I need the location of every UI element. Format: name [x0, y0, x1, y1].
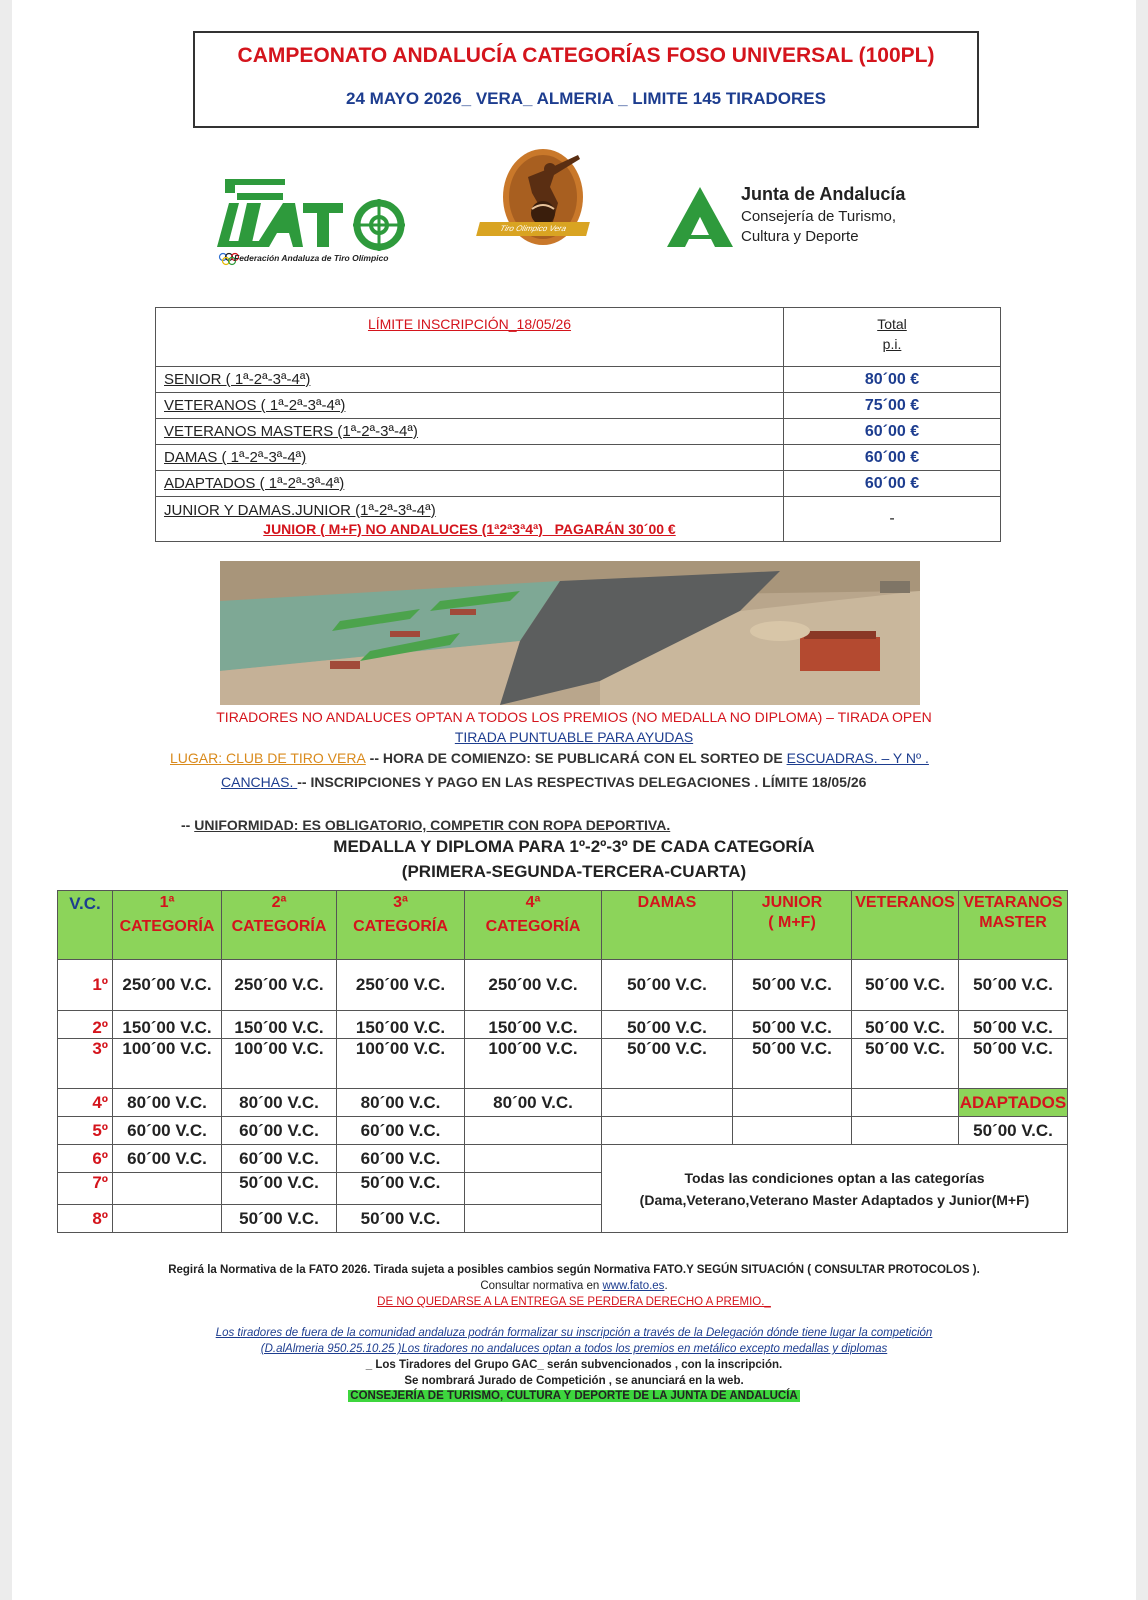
junta-dept-line2: Cultura y Deporte — [741, 228, 859, 245]
lugar-label: LUGAR: CLUB DE TIRO VERA — [170, 750, 366, 766]
prize-cell: 80´00 V.C. — [222, 1089, 337, 1117]
prize-cell: 80´00 V.C. — [465, 1089, 602, 1117]
fee-amount: 60´00 € — [784, 445, 1001, 471]
fee-label: SENIOR ( 1ª-2ª-3ª-4ª) — [164, 371, 311, 388]
consejeria-highlight: CONSEJERÍA DE TURISMO, CULTURA Y DEPORTE DE LA JUNTA DE ANDALUCÍA — [350, 1390, 798, 1402]
header-veteranos-master — [959, 891, 1068, 960]
fee-row — [156, 445, 1001, 471]
prize-row — [58, 1089, 1068, 1117]
fee-label: VETERANOS MASTERS (1ª-2ª-3ª-4ª) — [164, 423, 418, 440]
header-l1: 2ª — [271, 894, 287, 911]
prize-position: 1º — [58, 960, 113, 1011]
escuadras-text: ESCUADRAS. – Y Nº . — [786, 750, 929, 766]
prize-cell: 50´00 V.C. — [733, 1011, 852, 1039]
adaptados-label: ADAPTADOS — [959, 1089, 1068, 1117]
fees-header-right — [784, 308, 1001, 367]
header-l1: 3ª — [393, 894, 408, 911]
prize-cell — [733, 1089, 852, 1117]
prize-cell: 50´00 V.C. — [222, 1173, 337, 1205]
info-canchas-line — [221, 774, 866, 790]
prize-cell: 250´00 V.C. — [337, 960, 465, 1011]
uniform-prefix: -- — [181, 817, 195, 833]
fees-table — [155, 307, 1001, 542]
header-l1: 4ª — [525, 894, 541, 911]
prize-cell — [465, 1117, 602, 1145]
fee-row — [156, 393, 1001, 419]
fato-link[interactable]: www.fato.es — [602, 1280, 665, 1292]
footer-consejeria — [12, 1390, 1136, 1402]
pi-label: p.i. — [882, 336, 902, 352]
prize-position: 4º — [58, 1089, 113, 1117]
footer-consultar — [12, 1280, 1136, 1292]
header-veteranos — [852, 891, 959, 960]
prize-position: 3º — [58, 1039, 113, 1089]
prize-cell: 150´00 V.C. — [222, 1011, 337, 1039]
junior-label: JUNIOR Y DAMAS.JUNIOR (1ª-2ª-3ª-4ª) — [164, 501, 436, 519]
prize-cell: 50´00 V.C. — [602, 960, 733, 1011]
prize-cell: 80´00 V.C. — [337, 1089, 465, 1117]
header-l1: VETARANOS — [963, 894, 1063, 911]
fee-label: ADAPTADOS ( 1ª-2ª-3ª-4ª) — [164, 475, 345, 492]
fee-label: DAMAS ( 1ª-2ª-3ª-4ª) — [164, 449, 307, 466]
shooting-range-photo — [220, 561, 920, 705]
prize-position: 6º — [58, 1145, 113, 1173]
prize-cell: 50´00 V.C. — [852, 1011, 959, 1039]
fee-label-cell — [156, 367, 784, 393]
prize-cell — [465, 1205, 602, 1233]
fee-label-cell — [156, 497, 784, 542]
prize-cell — [465, 1173, 602, 1205]
prize-cell: 50´00 V.C. — [337, 1173, 465, 1205]
conditions-note-line2: (Dama,Veterano,Veterano Master Adaptados y Junior(M+F) — [639, 1191, 1030, 1208]
prize-cell — [602, 1117, 733, 1145]
prize-cell: 60´00 V.C. — [222, 1145, 337, 1173]
fee-label-cell — [156, 393, 784, 419]
hora-text: -- HORA DE COMIENZO: SE PUBLICARÁ CON EL SORTEO DE — [365, 750, 787, 766]
fee-amount: 75´00 € — [784, 393, 1001, 419]
prize-cell: 250´00 V.C. — [222, 960, 337, 1011]
conditions-note-line1: Todas las condiciones optan a las categorías — [684, 1169, 985, 1186]
junta-andalucia-logo — [665, 185, 735, 250]
fee-amount: - — [784, 497, 1001, 542]
header-l2: MASTER — [979, 914, 1047, 931]
prize-cell: 250´00 V.C. — [465, 960, 602, 1011]
header-l2: CATEGORÍA — [353, 918, 448, 935]
fees-header-row — [156, 308, 1001, 367]
prize-cell: 60´00 V.C. — [113, 1145, 222, 1173]
prize-cell — [465, 1145, 602, 1173]
fee-amount: 80´00 € — [784, 367, 1001, 393]
inscription-deadline: LÍMITE INSCRIPCIÓN_18/05/26 — [367, 316, 572, 332]
footer-delegacion: (D.alAlmeria 950.25.10.25 )Los tiradores no andaluces optan a todos los premios en metálico excepto medallas y diplomas — [260, 1343, 888, 1355]
header-l1: DAMAS — [637, 894, 697, 911]
prize-cell: 50´00 V.C. — [959, 1117, 1068, 1145]
fee-label-cell — [156, 445, 784, 471]
info-lugar-line — [170, 750, 929, 766]
header-l1: 1ª — [159, 894, 175, 911]
prize-cell — [733, 1117, 852, 1145]
info-puntuable-line: TIRADA PUNTUABLE PARA AYUDAS — [454, 729, 694, 745]
medalla-line: MEDALLA Y DIPLOMA PARA 1º-2º-3º DE CADA CATEGORÍA — [333, 837, 815, 856]
prize-cell — [852, 1089, 959, 1117]
prize-cell: 50´00 V.C. — [852, 1039, 959, 1089]
header-l1: JUNIOR — [761, 894, 823, 911]
prize-row — [58, 1011, 1068, 1039]
prize-cell: 100´00 V.C. — [465, 1039, 602, 1089]
prize-cell: 250´00 V.C. — [113, 960, 222, 1011]
header-vc-label: V.C. — [69, 894, 101, 913]
footer-gac: _ Los Tiradores del Grupo GAC_ serán subvencionados , con la inscripción. — [365, 1359, 783, 1371]
prize-cell: 50´00 V.C. — [733, 1039, 852, 1089]
prize-cell: 100´00 V.C. — [113, 1039, 222, 1089]
prize-cell: 50´00 V.C. — [852, 960, 959, 1011]
junior-note: JUNIOR ( M+F) NO ANDALUCES (1ª2ª3ª4ª)_ PAGARÁN 30´00 € — [263, 520, 676, 537]
header-damas — [602, 891, 733, 960]
uniformidad-text: UNIFORMIDAD: ES OBLIGATORIO, COMPETIR CON ROPA DEPORTIVA. — [194, 817, 671, 833]
junta-name: Junta de Andalucía — [741, 184, 906, 204]
prize-cell: 100´00 V.C. — [337, 1039, 465, 1089]
prize-cell — [113, 1173, 222, 1205]
prize-cell: 60´00 V.C. — [222, 1117, 337, 1145]
footer-normativa: Regirá la Normativa de la FATO 2026. Tirada sujeta a posibles cambios según Normativa FATO.Y SEGÚN SITUACIÓN ( CONSULTAR PROTOCOLOS ). — [168, 1264, 980, 1276]
header-junior — [733, 891, 852, 960]
total-label: Total — [877, 316, 907, 332]
fee-amount: 60´00 € — [784, 419, 1001, 445]
prize-cell — [602, 1089, 733, 1117]
header-vc — [58, 891, 113, 960]
club-vera-caption: Tiro Olimpico Vera — [476, 222, 590, 236]
categorias-line: (PRIMERA-SEGUNDA-TERCERA-CUARTA) — [401, 862, 747, 881]
footer-fuera-comunidad: Los tiradores de fuera de la comunidad andaluza podrán formalizar su inscripción a través de la Delegación dónde tiene lugar la competición — [215, 1327, 933, 1339]
prize-cell: 60´00 V.C. — [113, 1117, 222, 1145]
page-subtitle: 24 MAYO 2026_ VERA_ ALMERIA _ LIMITE 145 TIRADORES — [346, 89, 826, 108]
prize-cell: 50´00 V.C. — [959, 1039, 1068, 1089]
info-open-line: TIRADORES NO ANDALUCES OPTAN A TODOS LOS PREMIOS (NO MEDALLA NO DIPLOMA) – TIRADA OPEN — [216, 709, 932, 725]
fato-caption: Federación Andaluza de Tiro Olímpico — [234, 253, 389, 263]
prize-cell: 50´00 V.C. — [733, 960, 852, 1011]
prize-cell — [852, 1117, 959, 1145]
header-l2: CATEGORÍA — [231, 918, 327, 935]
fee-label-cell — [156, 471, 784, 497]
header-l2: CATEGORÍA — [119, 918, 215, 935]
prize-cell: 50´00 V.C. — [959, 960, 1068, 1011]
prize-position: 2º — [58, 1011, 113, 1039]
footer-premio-warning: DE NO QUEDARSE A LA ENTREGA SE PERDERA DERECHO A PREMIO._ — [377, 1296, 771, 1308]
info-uniform-line — [181, 817, 670, 833]
prize-position: 5º — [58, 1117, 113, 1145]
prize-cell: 50´00 V.C. — [602, 1039, 733, 1089]
fee-row-junior — [156, 497, 1001, 542]
header-cat2 — [222, 891, 337, 960]
prize-row — [58, 960, 1068, 1011]
prize-position: 8º — [58, 1205, 113, 1233]
header-l1: VETERANOS — [855, 894, 955, 911]
prize-cell: 150´00 V.C. — [113, 1011, 222, 1039]
inscripciones-text: -- INSCRIPCIONES Y PAGO EN LAS RESPECTIVAS DELEGACIONES . LÍMITE 18/05/26 — [297, 774, 867, 790]
header-cat1 — [113, 891, 222, 960]
fee-label: VETERANOS ( 1ª-2ª-3ª-4ª) — [164, 397, 346, 414]
fee-amount: 60´00 € — [784, 471, 1001, 497]
prize-cell: 50´00 V.C. — [959, 1011, 1068, 1039]
header-l2: CATEGORÍA — [485, 918, 581, 935]
prizes-header-row — [58, 891, 1068, 960]
footer-jurado: Se nombrará Jurado de Competición , se anunciará en la web. — [404, 1375, 744, 1387]
prize-cell: 50´00 V.C. — [602, 1011, 733, 1039]
fee-row — [156, 471, 1001, 497]
prize-cell: 100´00 V.C. — [222, 1039, 337, 1089]
fee-row — [156, 367, 1001, 393]
footer-consultar-suffix: . — [664, 1280, 668, 1292]
prize-cell: 60´00 V.C. — [337, 1117, 465, 1145]
prize-row — [58, 1117, 1068, 1145]
prizes-table — [57, 890, 1068, 1233]
prize-cell: 60´00 V.C. — [337, 1145, 465, 1173]
page-title: CAMPEONATO ANDALUCÍA CATEGORÍAS FOSO UNIVERSAL (100PL) — [237, 44, 935, 67]
prize-cell: 50´00 V.C. — [337, 1205, 465, 1233]
fee-label-cell — [156, 419, 784, 445]
canchas-text: CANCHAS. — [221, 774, 298, 790]
fees-header-left — [156, 308, 784, 367]
prize-cell — [113, 1205, 222, 1233]
header-box — [193, 31, 979, 128]
prize-cell: 150´00 V.C. — [337, 1011, 465, 1039]
junta-dept-line1: Consejería de Turismo, — [741, 208, 897, 225]
header-cat4 — [465, 891, 602, 960]
prize-cell: 80´00 V.C. — [113, 1089, 222, 1117]
conditions-note — [602, 1145, 1068, 1233]
header-l2: ( M+F) — [768, 914, 816, 931]
prize-row — [58, 1039, 1068, 1089]
header-cat3 — [337, 891, 465, 960]
prize-position: 7º — [58, 1173, 113, 1205]
prize-cell: 50´00 V.C. — [222, 1205, 337, 1233]
fee-row — [156, 419, 1001, 445]
prize-row — [58, 1145, 1068, 1173]
footer-consultar-prefix: Consultar normativa en — [480, 1280, 603, 1292]
prize-cell: 150´00 V.C. — [465, 1011, 602, 1039]
document-page — [12, 0, 1136, 1600]
